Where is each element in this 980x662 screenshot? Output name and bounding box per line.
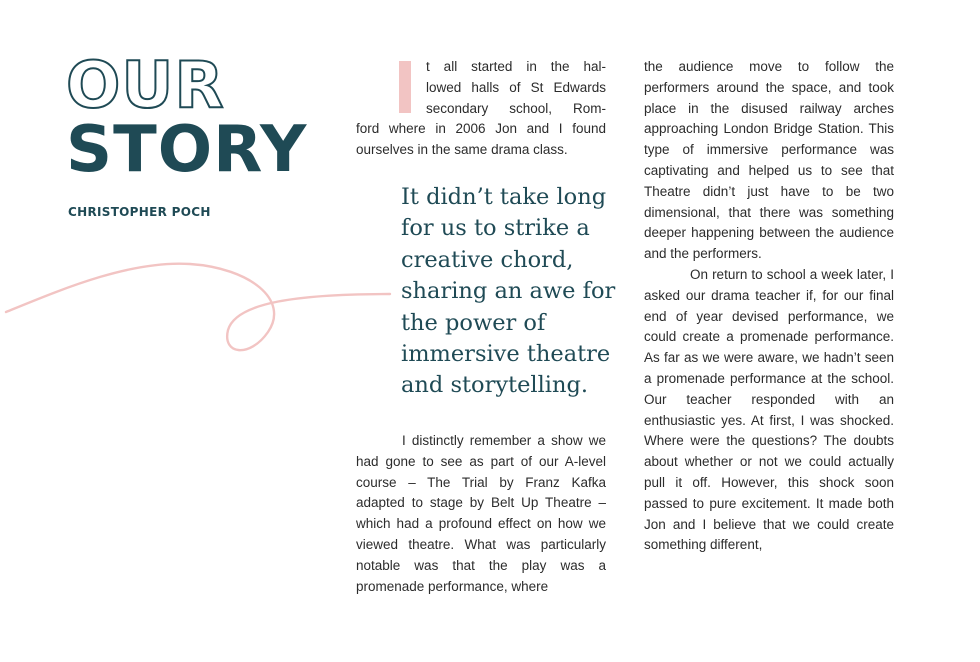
column-1-lower — [356, 431, 606, 597]
title-line-our: OUR — [66, 49, 225, 123]
intro-paragraph — [356, 57, 606, 161]
author-name: CHRISTOPHER POCH — [68, 205, 211, 219]
intro-rest: ford where in 2006 Jon and I found ourselves in the same drama class. — [356, 121, 606, 158]
intro-line-1: t all started in the hal- — [426, 59, 606, 74]
column-2 — [644, 57, 894, 556]
paragraph-trial: I distinctly remember a show we had gone to see as part of our A-level course – The Trial by Franz Kafka adapted to stage by Belt Up Theatre – which had a profound effect on how we viewed theatre. What was particularly notable was that the play was a promenade performance, where — [356, 433, 606, 594]
paragraph-promenade: the audience move to follow the performers around the space, and took place in the disused railway arches approaching London Bridge Station. This type of immersive performance was captivating and helped us to see that Theatre didn’t just have to be two dimensional, that there was something deeper happening between the audience and the performers. — [644, 59, 894, 262]
intro-line-3: secondary school, Rom- — [426, 100, 606, 116]
decorative-swirl — [0, 250, 420, 380]
title-line-story: STORY — [66, 113, 308, 187]
paragraph-return-to-school: On return to school a week later, I asked our drama teacher if, for our final end of year devised performance, we could create a promenade performance. As far as we were aware, we hadn’t seen a promenade performance at the school. Our teacher responded with an enthusiastic yes. At first, I was shocked. Where were the questions? The doubts about whether or not we could actually pull it off. However, this shock soon passed to pure excitement. It made both Jon and I believe that we could create something different, — [644, 266, 894, 553]
pull-quote: It didn’t take long for us to strike a creative chord, sharing an awe for the power of immersive theatre and storytelling. — [401, 184, 616, 399]
intro-line-2: lowed halls of St Edwards — [426, 79, 606, 95]
intro-indented-lines — [356, 57, 606, 119]
